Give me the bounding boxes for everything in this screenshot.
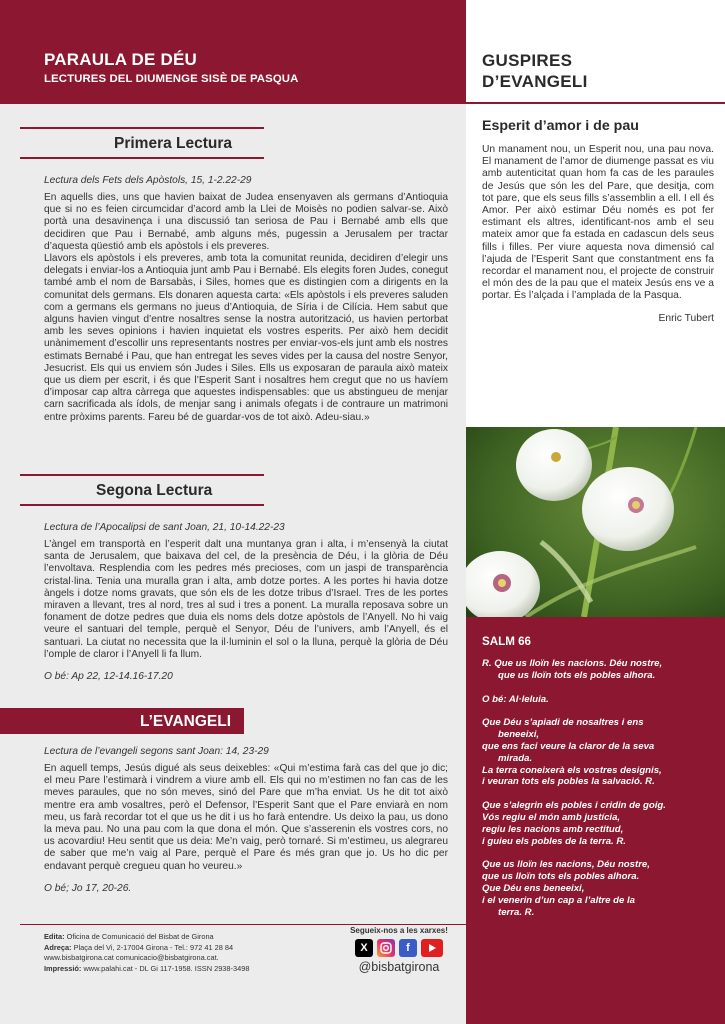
salm-verse-line: Vós regiu el món amb justícia, [482,811,621,823]
page-title: PARAULA DE DÉU [44,50,197,69]
divider [20,474,264,476]
youtube-icon[interactable] [421,939,443,957]
segona-paragraph-1: L’àngel em transportà en l’esperit dalt una muntanya gran i alta, i m’ensenyà la ciutat santa de Jerusalem, que baixava del cel, de la presència de Déu, i la glòria de Déu l’envoltava. Resplendia com les pedres més precioses, com un jaspi de transparència cristal·lina. Tenia una muralla gran i alta, amb dotze portes. A les portes hi havia dotze àngels i dotze noms gravats, que són els de les dotze tribus d’Israel. Tres de les portes miraven a llevant, tres al nord, tres al sud i tres a ponent. La muralla reposava sobre un fonament de dotze pedres que duia els noms dels dotze apòstols de l’Anyell. No hi vaig veure el santuari del temple, perquè el Senyor, Déu de l’univers, amb l’Anyell, és el santuari. La ciutat no necessita que la il·luminin el sol o la lluna, perquè la glòria de Déu l’omple de claror i l’Anyell li fa llum. [44,539,448,660]
instagram-icon[interactable] [377,939,395,957]
salm-block [466,617,725,1024]
page-subtitle: LECTURES DEL DIUMENGE SISÈ DE PASQUA [44,73,299,85]
guspires-line-2: D’EVANGELI [482,72,588,91]
salm-verse-line: beneeixi, [498,729,540,741]
salm-response-1: R. Que us lloïn les nacions. Déu nostre, [482,658,663,669]
salm-verse-line: que us lloïn tots els pobles alhora. [482,871,640,883]
reflection-title: Esperit d’amor i de pau [482,118,639,134]
publisher-info [44,932,249,974]
right-column [466,0,725,1024]
segona-lectura-section [44,474,448,682]
salm-response-2: que us lloïn tots els pobles alhora. [498,669,656,681]
section-heading [44,474,448,504]
salm-verse-line: Que us lloïn les nacions, Déu nostre, [482,859,650,871]
section-heading [44,127,448,157]
salm-verse-line: Que s’alegrin els pobles i cridin de goig. [482,800,666,812]
reflection-block [482,118,714,324]
salm-verse-line: que ens faci veure la claror de la seva [482,740,655,752]
evangeli-heading [0,708,244,734]
segona-lectura-title: Segona Lectura [96,482,213,499]
salm-verse-line: i veuran tots els pobles la salvació. R. [482,776,655,788]
reflection-body: Un manament nou, un Esperit nou, una pau nova. El manament de l’amor de diumenge passat es viu amb autenticitat quan hom fa cas de les paraules de Jesús que són les del Pare, que desitja, com tot pare, que els seus fills s’assemblin a ell. I ell és Amor. Per això estimar Déu només es pot fer estimant els altres, identificant-nos amb el seu mateix amor que fa estada en cadascun dels seus fills i filles. Per viure aquesta nova dimensió cal l’ajuda de l’Esperit Sant que constantment ens fa recordar el manament nou, el projecte de construir el món des de la pau que el mateix Jesús ens ve a portar. És l’alçada i l’amplada de la Pasqua. [482,144,714,302]
primera-paragraph-2: Llavors els apòstols i els preveres, amb tota la comunitat reunida, decidiren d’elegir uns delegats i enviar-los a Antioquia junt amb Pau i Bernabé. Els elegits foren Judes, conegut també amb el nom de Barsabàs, i Siles, homes que es distingien com a dirigents en la comunitat dels germans. Els donaren aquesta carta: «Els apòstols i els preveres saluden com a germans els germans no jueus d’Antioquia, de Síria i de Cilícia. Hem sabut que alguns havien vingut d’entre nosaltres sense la nostra autorització, us havien pertorbat amb les seves opinions i havien inquietat els vostres esperits. Per això hem decidit unànimement d’escollir uns representants nostres per enviar-vos-els junt amb els nostres estimats Bernabé i Pau, que han entregat les seves vides per la causa del nostre Senyor, Jesucrist. Els qui us enviem són Judes i Siles. Ells us exposaran de paraula això mateix que us diem per escrit, i és que l’Esperit Sant i nosaltres hem cregut que no us havíem d’imposar cap altra càrrega que aquestes indispensables: que us abstingueu de menjar carn sacrificada als ídols, de menjar sang i animals ofegats i de contraure un matrimoni entre pròxims parents. Fareu bé de guardar-vos de tot això. Adeu-siau.» [44,253,448,423]
social-handle[interactable]: @bisbatgirona [358,960,440,974]
evangeli-reference: Lectura de l’evangeli segons sant Joan: 14, 23-29 [44,746,269,757]
salm-alternative: O bé: Al·leluia. [482,693,549,705]
guspires-header [466,0,725,104]
salm-verse-line: i guieu els pobles de la terra. R. [482,835,626,847]
adreca-label: Adreça: [44,942,72,952]
salm-verse-line: La terra coneixerà els vostres designis, [482,764,662,776]
salm-verse-line: terra. R. [498,906,535,918]
primera-lectura-section [44,127,448,424]
segona-alternative: O bé: Ap 22, 12-14.16-17.20 [44,671,173,683]
primera-lectura-title: Primera Lectura [114,135,233,152]
impressio-label: Impressió: [44,963,82,973]
reflection-author: Enric Tubert [658,312,714,324]
divider [20,127,264,129]
evangeli-alternative: O bé; Jo 17, 20-26. [44,882,132,894]
impressio-text: www.palahi.cat - DL Gi 117-1958. ISSN 2938-3498 [83,963,250,973]
segona-reference: Lectura de l’Apocalipsi de sant Joan, 21, 10-14.22-23 [44,522,285,533]
salm-verse-line: Que Déu s’apiadi de nosaltres i ens [482,717,644,729]
primera-reference: Lectura dels Fets dels Apòstols, 15, 1-2.22-29 [44,175,252,186]
edita-label: Edita: [44,932,65,941]
social-block [344,926,454,974]
evangeli-section [44,734,448,894]
divider [20,924,466,925]
social-label: Segueix-nos a les xarxes! [350,926,448,935]
x-icon[interactable]: X [355,939,373,957]
social-icons [344,939,454,957]
adreca-text: Plaça del Vi, 2-17004 Girona - Tel.: 972 41 28 84 [73,942,234,952]
salm-verse-line: regiu les nacions amb rectitud, [482,823,624,835]
edita-text: Oficina de Comunicació del Bisbat de Girona [66,932,214,941]
facebook-icon[interactable]: f [399,939,417,957]
evangeli-title: L’EVANGELI [140,713,232,730]
divider [20,504,264,506]
left-header [0,0,466,104]
evangeli-paragraph-1: En aquell temps, Jesús digué als seus deixebles: «Qui m’estima farà cas del que jo dic; el meu Pare l’estimarà i vindrem a viure amb ell. Els qui no m’estimen no fan cas de les meves paraules, que no són meves, sinó del Pare que m’ha enviat. Us he dit tot això mentre era amb vosaltres, però el Defensor, l’Esperit Sant que el Pare enviarà en nom meu, us farà recordar tot el que us he dit i us ho farà entendre. Us deixo la pau, us dono la meva pau. No una pau com la que dona el món. Que s’asserenin els vostres cors, no us acovardiu! Heu sentit que us deia: Me’n vaig, però tornaré. Si m’estimeu, us alegrareu de saber que me’n vaig al Pare, perquè el Pare és més gran que jo. Us ho dic per endavant perquè cregueu quan ho veureu.» [44,763,448,872]
salm-verse-line: Que Déu ens beneeixi, [482,882,585,894]
divider [466,102,725,104]
primera-paragraph-1: En aquells dies, uns que havien baixat de Judea ensenyaven als germans d’Antioquia que si no es feien circumcidar d’acord amb la Llei de Moisès no podien salvar-se. Això portà una desavinença i una discussió tan seriosa de Pau i Bernabé amb ells que decidiren que Pau i Bernabé, amb alguns més, pugessin a Jerusalem per tractar d’aquesta qüestió amb els apòstols i els preveres. [44,192,448,252]
guspires-line-1: GUSPIRES [482,51,573,70]
divider [20,157,264,159]
salm-verse-line: mirada. [498,752,533,764]
salm-verse-line: i el venerin d’un cap a l’altre de la [482,894,636,906]
footer [44,924,454,1024]
web-email-text[interactable]: www.bisbatgirona.cat comunicacio@bisbatgirona.cat. [44,953,219,962]
salm-title: SALM 66 [482,635,531,648]
lily-of-the-valley-photo [466,427,725,617]
